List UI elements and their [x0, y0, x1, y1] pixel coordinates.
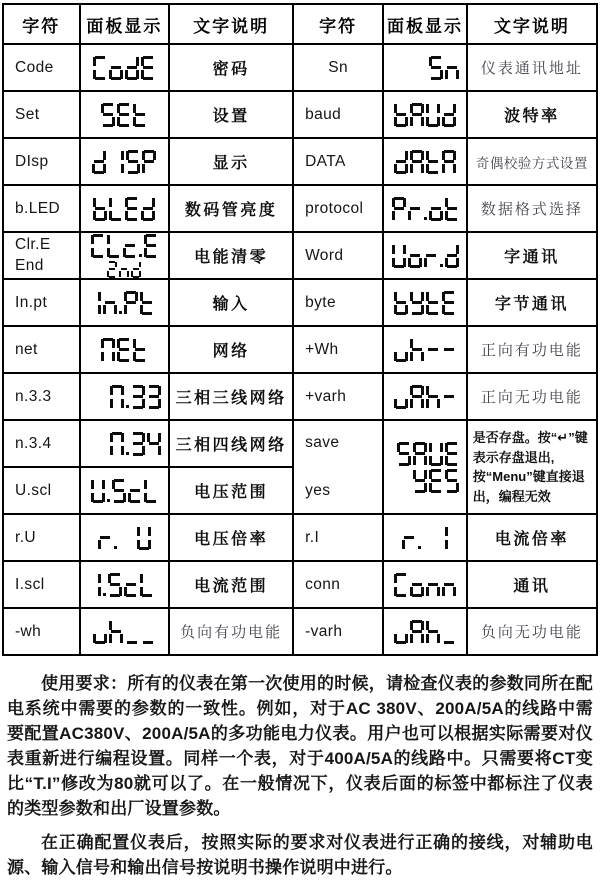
char-cell [3, 420, 80, 467]
desc-cell [169, 514, 293, 561]
char-cell [3, 232, 80, 279]
display-cell [383, 420, 467, 514]
seven-segment-display [429, 56, 459, 80]
seg-digit [93, 197, 107, 221]
char-label: b.LED [15, 199, 61, 217]
char-cell [3, 138, 80, 185]
seg-digit [126, 150, 140, 174]
seg-digit [394, 150, 408, 174]
char-label: Set [15, 105, 40, 123]
seven-segment-display [394, 573, 456, 597]
desc-cell [169, 608, 293, 655]
seven-segment-display [93, 197, 155, 221]
column-header: 面板显示 [80, 4, 170, 44]
seg-digit [108, 573, 122, 597]
seg-digit [394, 385, 408, 409]
display-cell [80, 561, 170, 608]
description-text: 奇偶校验方式设置 [475, 155, 588, 171]
seven-segment-display [92, 150, 156, 174]
seg-digit [125, 620, 139, 644]
seg-digit [107, 261, 117, 278]
seg-digit [110, 385, 124, 409]
segment-dot [103, 593, 106, 596]
desc-cell [467, 44, 597, 91]
desc-cell [467, 232, 597, 279]
seven-segment-display [394, 291, 456, 315]
description-text: 数据格式选择 [480, 202, 583, 218]
desc-cell [467, 608, 597, 655]
seg-digit [107, 234, 121, 258]
seg-digit [442, 573, 456, 597]
seven-segment-display [394, 385, 456, 409]
seg-digit [131, 385, 145, 409]
description-text: 是否存盘。按“↵”键表示存盘退出,按“Menu”键直接退出，编程无效 [472, 430, 588, 504]
char-cell [293, 279, 383, 326]
seg-digit [410, 150, 424, 174]
description-text: 正向有功电能 [480, 343, 583, 359]
seg-digit [442, 620, 456, 644]
seg-digit [117, 103, 131, 127]
display-cell [80, 326, 170, 373]
seg-digit [394, 103, 408, 127]
char-cell [293, 608, 383, 655]
desc-cell [467, 561, 597, 608]
display-cell [80, 232, 170, 279]
description-text: 波特率 [504, 108, 560, 125]
seven-segment-display [93, 620, 155, 644]
display-cell [80, 467, 170, 514]
char-label: DIsp [15, 152, 49, 170]
segment-dot [139, 254, 142, 257]
seg-digit [413, 469, 427, 493]
seg-digit [426, 620, 440, 644]
seven-segment-display [394, 338, 456, 362]
desc-cell [169, 138, 293, 185]
seven-segment-display [94, 291, 154, 315]
seg-digit [442, 103, 456, 127]
desc-cell [467, 91, 597, 138]
seg-digit [123, 234, 137, 258]
seg-digit [410, 620, 424, 644]
desc-cell [169, 420, 293, 467]
desc-cell [467, 138, 597, 185]
seg-digit [394, 338, 408, 362]
seg-digit [124, 291, 138, 315]
seg-digit [445, 56, 459, 80]
display-cell [80, 279, 170, 326]
wiring-note-paragraph: 在正确配置仪表后，按照实际的要求对仪表进行正确的接线，对辅助电源、输入信号和输出信号按说明书操作说明中进行。 [7, 833, 593, 877]
right-parameter-table [292, 3, 598, 656]
seven-segment-display [98, 526, 151, 550]
seg-digit [91, 479, 105, 503]
seg-digit [101, 103, 115, 127]
display-cell [383, 279, 467, 326]
char-label: -wh [15, 622, 42, 640]
desc-cell [169, 279, 293, 326]
description-text: 通讯 [513, 578, 551, 595]
char-cell [293, 373, 383, 420]
char-label: In.pt [15, 293, 48, 311]
desc-cell [467, 514, 597, 561]
desc-cell [169, 373, 293, 420]
char-label: protocol [305, 199, 364, 217]
description-text: 电流倍率 [494, 531, 569, 548]
seg-digit [394, 291, 408, 315]
seg-digit [426, 385, 440, 409]
char-cell [3, 561, 80, 608]
seg-digit [124, 573, 138, 597]
char-cell [293, 514, 383, 561]
char-cell [293, 91, 383, 138]
seg-digit [445, 469, 459, 493]
seg-digit [133, 103, 147, 127]
seg-digit [426, 291, 440, 315]
seg-digit [410, 103, 424, 127]
seg-digit [144, 479, 158, 503]
seg-digit [112, 479, 126, 503]
description-text: 负向无功电能 [480, 625, 583, 641]
seg-digit [408, 244, 422, 268]
seg-digit [140, 291, 154, 315]
char-cell [3, 326, 80, 373]
seven-segment-display [392, 244, 459, 268]
desc-cell [169, 185, 293, 232]
description-text: 负向有功电能 [180, 625, 283, 641]
char-cell [3, 467, 80, 514]
seven-segment-display [402, 526, 448, 550]
seg-digit [91, 234, 105, 258]
display-cell [80, 138, 170, 185]
seg-digit [125, 197, 139, 221]
char-label: conn [305, 575, 341, 593]
seg-digit [119, 261, 129, 278]
seg-digit [410, 291, 424, 315]
column-header: 文字说明 [467, 4, 597, 44]
seg-digit [410, 338, 424, 362]
description-text: 仪表通讯地址 [480, 61, 583, 77]
seg-digit [141, 197, 155, 221]
seg-digit [92, 150, 106, 174]
usage-requirements-paragraph: 使用要求：所有的仪表在第一次使用的时候，请检查仪表的参数同所在配电系统中需要的参数的一致性。例如，对于AC 380V、200A/5A的线路中需要配置AC380V、200A/5A的多功能电力仪表。用户也可以根据实际需要对仪表重新进行编程设置。同样一个表，对于400A/5A的线路中。只需要将CT变比“T.I”修改为80就可以了。在一般情况下，仪表后面的标签中都标注了仪表的类型参数和出厂设置参数。 [7, 674, 593, 818]
desc-cell [169, 561, 293, 608]
description-text: 字通讯 [504, 249, 560, 266]
desc-cell [467, 373, 597, 420]
display-cell [80, 608, 170, 655]
display-cell [80, 44, 170, 91]
seg-digit [94, 291, 101, 315]
notes-section [2, 656, 598, 880]
seg-digit [424, 244, 438, 268]
seg-digit [109, 56, 123, 80]
seg-digit [441, 526, 448, 550]
display-cell [383, 232, 467, 279]
seg-digit [109, 197, 123, 221]
description-text: 电能清零 [194, 249, 269, 266]
seg-digit [442, 385, 456, 409]
description-text: 密码 [212, 61, 250, 78]
seg-digit [394, 573, 408, 597]
description-text: 网络 [212, 343, 250, 360]
char-cell [293, 185, 383, 232]
display-cell [383, 373, 467, 420]
seg-digit [445, 197, 459, 221]
char-label: byte [305, 293, 336, 311]
char-label: Clr.E [15, 236, 51, 253]
display-cell [383, 608, 467, 655]
seg-digit [408, 197, 422, 221]
seven-segment-display [94, 573, 154, 597]
seg-digit [426, 573, 440, 597]
segment-dot [440, 264, 443, 267]
display-cell [383, 561, 467, 608]
display-cell [80, 91, 170, 138]
seven-segment-display [101, 103, 147, 127]
column-header: 字符 [3, 4, 80, 44]
segment-dot [126, 452, 129, 455]
description-text: 正向无功电能 [480, 390, 583, 406]
seven-segment-display [392, 197, 459, 221]
seven-segment-display [110, 385, 161, 409]
column-header: 字符 [293, 4, 383, 44]
char-cell [3, 91, 80, 138]
seg-digit [402, 526, 416, 550]
desc-cell [169, 326, 293, 373]
char-label: Word [305, 246, 344, 264]
description-text: 输入 [212, 296, 250, 313]
display-cell [80, 514, 170, 561]
description-text: 数码管亮度 [184, 202, 278, 219]
seg-digit [429, 56, 443, 80]
char-label: Sn [328, 58, 349, 76]
desc-cell [169, 467, 293, 514]
seg-digit [429, 469, 443, 493]
display-cell [383, 514, 467, 561]
seg-digit [413, 442, 427, 466]
seg-digit [98, 526, 112, 550]
char-cell [3, 185, 80, 232]
segment-dot [126, 405, 129, 408]
char-cell [293, 326, 383, 373]
desc-cell [467, 326, 597, 373]
desc-cell [467, 420, 597, 514]
seg-digit [392, 197, 406, 221]
char-cell [293, 44, 383, 91]
seg-digit [103, 291, 117, 315]
seg-digit [445, 244, 459, 268]
char-cell [293, 420, 383, 514]
char-label: r.U [15, 528, 37, 546]
parameter-table [2, 3, 598, 656]
display-cell [383, 185, 467, 232]
char-cell [3, 279, 80, 326]
char-label: n.3.3 [15, 387, 52, 405]
char-cell [3, 608, 80, 655]
segment-dot [107, 499, 110, 502]
seg-digit [131, 261, 141, 278]
char-label: +Wh [305, 340, 339, 358]
column-header: 面板显示 [383, 4, 467, 44]
char-label: net [15, 340, 38, 358]
seg-digit [109, 620, 123, 644]
seg-digit [128, 479, 142, 503]
seven-segment-display [394, 620, 456, 644]
seg-digit [131, 432, 145, 456]
desc-cell [467, 185, 597, 232]
column-header: 文字说明 [169, 4, 293, 44]
seven-segment-display [91, 234, 158, 258]
seven-segment-display [110, 432, 161, 456]
char-label: r.I [305, 528, 320, 546]
display-cell [383, 44, 467, 91]
seven-segment-display [93, 56, 155, 80]
seg-digit [429, 197, 443, 221]
char-label: baud [305, 105, 342, 123]
char-label: I.scl [15, 575, 45, 593]
char-label: -varh [305, 622, 343, 640]
display-cell [383, 138, 467, 185]
seg-digit [147, 432, 161, 456]
display-cell [383, 326, 467, 373]
seg-digit [392, 244, 406, 268]
seg-digit [117, 338, 131, 362]
seg-digit [445, 442, 459, 466]
seg-digit [144, 234, 158, 258]
seven-segment-display [101, 338, 147, 362]
char-label: yes [305, 482, 331, 499]
char-label: U.scl [15, 481, 52, 499]
desc-cell [169, 91, 293, 138]
seg-digit [125, 56, 139, 80]
seg-digit [429, 442, 443, 466]
description-text: 字节通讯 [494, 296, 569, 313]
seg-digit [410, 385, 424, 409]
description-text: 电压范围 [194, 484, 269, 501]
char-cell [3, 514, 80, 561]
segment-dot [424, 217, 427, 220]
description-text: 显示 [212, 155, 250, 172]
seg-digit [117, 150, 124, 174]
char-label: End [15, 257, 44, 274]
char-label: n.3.4 [15, 434, 52, 452]
seg-digit [94, 573, 101, 597]
display-cell [80, 373, 170, 420]
left-parameter-table [2, 3, 294, 656]
description-text: 设置 [212, 108, 250, 125]
seven-segment-display [394, 103, 456, 127]
description-text: 三相三线网络 [175, 390, 287, 407]
char-cell [293, 232, 383, 279]
desc-cell [169, 232, 293, 279]
seg-digit [140, 573, 154, 597]
segment-dot [418, 546, 421, 549]
seg-digit [93, 620, 107, 644]
seg-digit [442, 291, 456, 315]
seg-digit [426, 103, 440, 127]
seg-digit [142, 150, 156, 174]
desc-cell [467, 279, 597, 326]
seven-segment-display [394, 150, 456, 174]
seg-digit [397, 442, 411, 466]
description-text: 电压倍率 [194, 531, 269, 548]
display-cell [383, 91, 467, 138]
display-cell [80, 185, 170, 232]
char-label: save [305, 434, 340, 451]
char-label: Code [15, 58, 54, 76]
seg-digit [442, 150, 456, 174]
segment-dot [114, 546, 117, 549]
seg-digit [426, 150, 440, 174]
seg-digit [410, 573, 424, 597]
seg-digit [101, 338, 115, 362]
seg-digit [426, 338, 440, 362]
seg-digit [141, 620, 155, 644]
char-label: +varh [305, 387, 347, 405]
seven-segment-display [397, 442, 459, 466]
char-cell [293, 138, 383, 185]
segment-dot [119, 311, 122, 314]
description-text: 电流范围 [194, 578, 269, 595]
seg-digit [442, 338, 456, 362]
seven-segment-display [107, 261, 141, 278]
seven-segment-display [413, 469, 459, 493]
seg-digit [110, 432, 124, 456]
seg-digit [141, 56, 155, 80]
char-label: DATA [305, 152, 346, 170]
seven-segment-display [91, 479, 158, 503]
display-cell [80, 420, 170, 467]
seg-digit [133, 338, 147, 362]
char-cell [293, 561, 383, 608]
seg-digit [394, 620, 408, 644]
char-cell [3, 373, 80, 420]
description-text: 三相四线网络 [175, 437, 287, 454]
seg-digit [137, 526, 151, 550]
desc-cell [169, 44, 293, 91]
char-cell [3, 44, 80, 91]
seg-digit [147, 385, 161, 409]
seg-digit [93, 56, 107, 80]
